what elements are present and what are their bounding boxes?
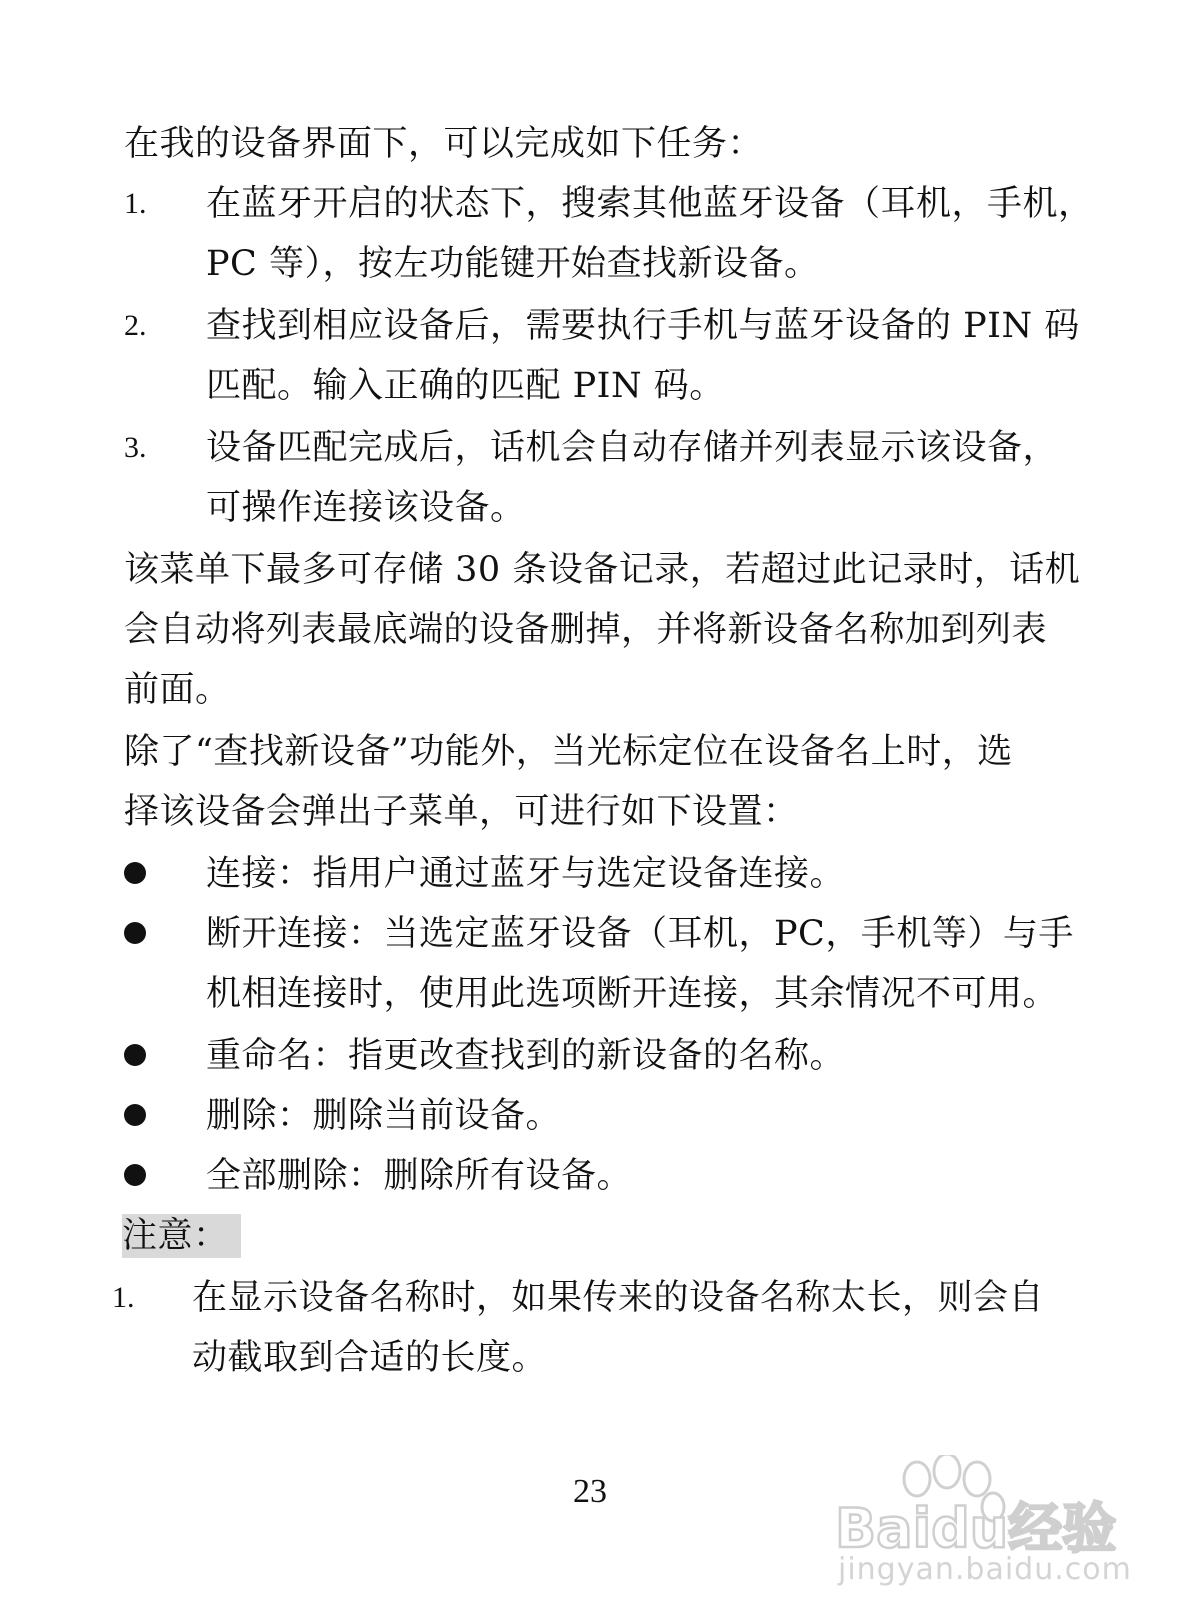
watermark-url: jingyan.baidu.com [838,1552,1132,1587]
option-text: 删除：删除当前设备。 [206,1096,562,1136]
task-text: 在蓝牙开启的状态下，搜索其他蓝牙设备（耳机，手机， [206,184,1094,224]
note-text: 在显示设备名称时，如果传来的设备名称太长，则会自 [192,1278,1045,1318]
bullet-icon [124,862,146,884]
task-text-continued: 匹配。输入正确的匹配 PIN 码。 [206,366,725,406]
note-label: 注意： [122,1214,241,1258]
bullet-icon [124,1044,146,1066]
watermark-brand: Baidu经验 [835,1497,1117,1560]
note-heading [122,1212,241,1260]
task-text: 设备匹配完成后，话机会自动存储并列表显示该设备， [206,428,1059,468]
paragraph-line: 会自动将列表最底端的设备删掉，并将新设备名称加到列表 [124,610,1048,650]
bullet-icon [124,1164,146,1186]
bullet-icon [124,922,146,944]
option-text: 全部删除：删除所有设备。 [206,1156,633,1196]
paragraph-line: 择该设备会弹出子菜单，可进行如下设置： [124,792,799,832]
task-number: 1. [124,187,147,220]
option-text: 连接：指用户通过蓝牙与选定设备连接。 [206,854,846,894]
option-text: 断开连接：当选定蓝牙设备（耳机，PC，手机等）与手 [206,914,1074,954]
intro-text: 在我的设备界面下，可以完成如下任务： [124,124,764,164]
bullet-icon [124,1104,146,1126]
paragraph-line: 除了“查找新设备”功能外，当光标定位在设备名上时，选 [124,732,1013,772]
paragraph-line: 前面。 [124,670,231,710]
task-text: 查找到相应设备后，需要执行手机与蓝牙设备的 PIN 码 [206,306,1080,346]
option-text: 重命名：指更改查找到的新设备的名称。 [206,1036,846,1076]
option-text-continued: 机相连接时，使用此选项断开连接，其余情况不可用。 [206,974,1059,1014]
task-text-continued: PC 等），按左功能键开始查找新设备。 [206,244,820,284]
note-text-continued: 动截取到合适的长度。 [192,1338,548,1378]
paragraph-line: 该菜单下最多可存储 30 条设备记录，若超过此记录时，话机 [124,550,1081,590]
task-number: 3. [124,431,147,464]
page-number: 23 [573,1473,607,1510]
note-number: 1. [112,1281,135,1314]
task-number: 2. [124,309,147,342]
task-text-continued: 可操作连接该设备。 [206,488,526,528]
